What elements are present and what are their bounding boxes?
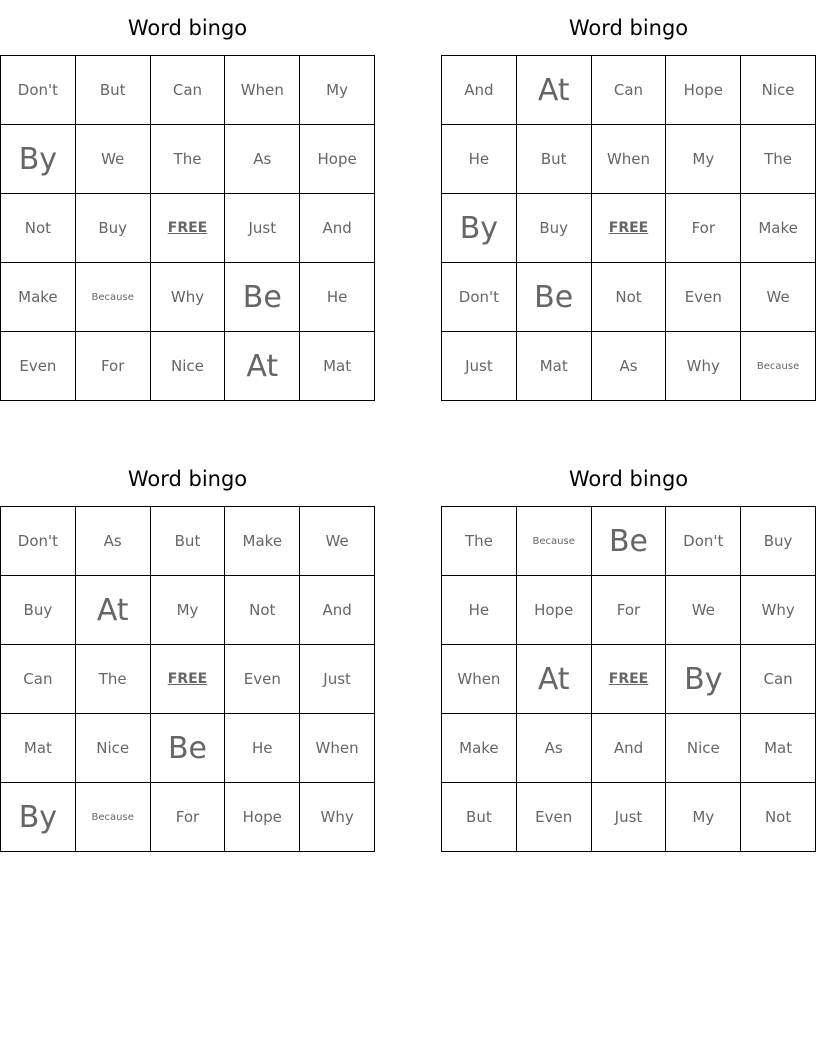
bingo-card-3 xyxy=(0,451,375,852)
grid-row xyxy=(442,576,816,645)
word-cell: Not xyxy=(1,194,76,263)
word-cell: We xyxy=(75,125,150,194)
grid-row xyxy=(1,56,375,125)
word-cell: Be xyxy=(516,263,591,332)
word-cell: For xyxy=(666,194,741,263)
bingo-card-1 xyxy=(0,0,375,401)
word-cell: Just xyxy=(442,332,517,401)
word-cell: My xyxy=(666,783,741,852)
word-cell: Mat xyxy=(1,714,76,783)
word-cell: As xyxy=(75,507,150,576)
word-cell: For xyxy=(591,576,666,645)
word-cell: As xyxy=(516,714,591,783)
grid-row xyxy=(1,714,375,783)
word-cell: Can xyxy=(591,56,666,125)
free-space-cell: FREE xyxy=(150,645,225,714)
word-cell: At xyxy=(516,56,591,125)
word-cell: Why xyxy=(300,783,375,852)
word-cell: Buy xyxy=(516,194,591,263)
word-cell: Hope xyxy=(300,125,375,194)
grid-row xyxy=(1,125,375,194)
word-cell: Be xyxy=(591,507,666,576)
word-cell: We xyxy=(741,263,816,332)
bingo-grid xyxy=(0,55,375,401)
word-cell: Mat xyxy=(300,332,375,401)
word-cell: Why xyxy=(150,263,225,332)
word-cell: When xyxy=(225,56,300,125)
bingo-grid xyxy=(441,506,816,852)
word-cell: Buy xyxy=(75,194,150,263)
grid-row xyxy=(1,194,375,263)
word-cell: My xyxy=(300,56,375,125)
free-space-cell: FREE xyxy=(591,645,666,714)
word-cell: But xyxy=(442,783,517,852)
word-cell: We xyxy=(666,576,741,645)
grid-row xyxy=(442,714,816,783)
word-cell: Nice xyxy=(75,714,150,783)
grid-row xyxy=(442,507,816,576)
word-cell: Hope xyxy=(666,56,741,125)
card-title: Word bingo xyxy=(568,467,689,491)
card-title: Word bingo xyxy=(127,16,248,40)
word-cell: Can xyxy=(1,645,76,714)
word-cell: Don't xyxy=(666,507,741,576)
word-cell: Nice xyxy=(666,714,741,783)
word-cell: Not xyxy=(225,576,300,645)
word-cell: Buy xyxy=(741,507,816,576)
word-cell: Even xyxy=(225,645,300,714)
word-cell: Because xyxy=(75,263,150,332)
word-cell: The xyxy=(150,125,225,194)
word-cell: Hope xyxy=(225,783,300,852)
word-cell: He xyxy=(442,576,517,645)
grid-row xyxy=(1,783,375,852)
word-cell: We xyxy=(300,507,375,576)
grid-row xyxy=(442,125,816,194)
word-cell: Can xyxy=(150,56,225,125)
word-cell: And xyxy=(300,576,375,645)
grid-row xyxy=(1,263,375,332)
word-cell: At xyxy=(75,576,150,645)
word-cell: He xyxy=(442,125,517,194)
word-cell: Not xyxy=(741,783,816,852)
bingo-card-4 xyxy=(441,451,816,852)
word-cell: By xyxy=(442,194,517,263)
word-cell: Because xyxy=(516,507,591,576)
word-cell: Buy xyxy=(1,576,76,645)
word-cell: Nice xyxy=(150,332,225,401)
word-cell: My xyxy=(150,576,225,645)
free-space-cell: FREE xyxy=(150,194,225,263)
word-cell: Just xyxy=(300,645,375,714)
word-cell: Even xyxy=(516,783,591,852)
word-cell: Don't xyxy=(442,263,517,332)
free-space-cell: FREE xyxy=(591,194,666,263)
word-cell: Because xyxy=(741,332,816,401)
word-cell: Don't xyxy=(1,507,76,576)
word-cell: For xyxy=(150,783,225,852)
word-cell: When xyxy=(300,714,375,783)
word-cell: Be xyxy=(225,263,300,332)
grid-row xyxy=(1,332,375,401)
word-cell: Nice xyxy=(741,56,816,125)
word-cell: Mat xyxy=(741,714,816,783)
word-cell: But xyxy=(516,125,591,194)
word-cell: As xyxy=(591,332,666,401)
word-cell: When xyxy=(591,125,666,194)
word-cell: The xyxy=(741,125,816,194)
bingo-grid xyxy=(441,55,816,401)
word-cell: Make xyxy=(741,194,816,263)
word-cell: Hope xyxy=(516,576,591,645)
word-cell: Make xyxy=(442,714,517,783)
grid-row xyxy=(1,576,375,645)
grid-row xyxy=(1,645,375,714)
word-cell: By xyxy=(1,125,76,194)
grid-row xyxy=(442,645,816,714)
word-cell: Mat xyxy=(516,332,591,401)
word-cell: At xyxy=(225,332,300,401)
word-cell: Because xyxy=(75,783,150,852)
word-cell: Can xyxy=(741,645,816,714)
word-cell: And xyxy=(591,714,666,783)
word-cell: Even xyxy=(666,263,741,332)
word-cell: Even xyxy=(1,332,76,401)
word-cell: Why xyxy=(666,332,741,401)
word-cell: Be xyxy=(150,714,225,783)
grid-row xyxy=(442,194,816,263)
word-cell: For xyxy=(75,332,150,401)
word-cell: The xyxy=(75,645,150,714)
word-cell: But xyxy=(75,56,150,125)
word-cell: Why xyxy=(741,576,816,645)
word-cell: Not xyxy=(591,263,666,332)
word-cell: The xyxy=(442,507,517,576)
word-cell: By xyxy=(666,645,741,714)
grid-row xyxy=(442,783,816,852)
word-cell: By xyxy=(1,783,76,852)
word-cell: Just xyxy=(591,783,666,852)
word-cell: Don't xyxy=(1,56,76,125)
bingo-card-2 xyxy=(441,0,816,401)
word-cell: My xyxy=(666,125,741,194)
word-cell: He xyxy=(300,263,375,332)
grid-row xyxy=(442,263,816,332)
word-cell: As xyxy=(225,125,300,194)
bingo-grid xyxy=(0,506,375,852)
word-cell: At xyxy=(516,645,591,714)
grid-row xyxy=(1,507,375,576)
card-title: Word bingo xyxy=(568,16,689,40)
grid-row xyxy=(442,56,816,125)
grid-row xyxy=(442,332,816,401)
word-cell: He xyxy=(225,714,300,783)
word-cell: When xyxy=(442,645,517,714)
word-cell: Make xyxy=(1,263,76,332)
card-title: Word bingo xyxy=(127,467,248,491)
word-cell: Just xyxy=(225,194,300,263)
word-cell: And xyxy=(442,56,517,125)
word-cell: But xyxy=(150,507,225,576)
word-cell: Make xyxy=(225,507,300,576)
word-cell: And xyxy=(300,194,375,263)
